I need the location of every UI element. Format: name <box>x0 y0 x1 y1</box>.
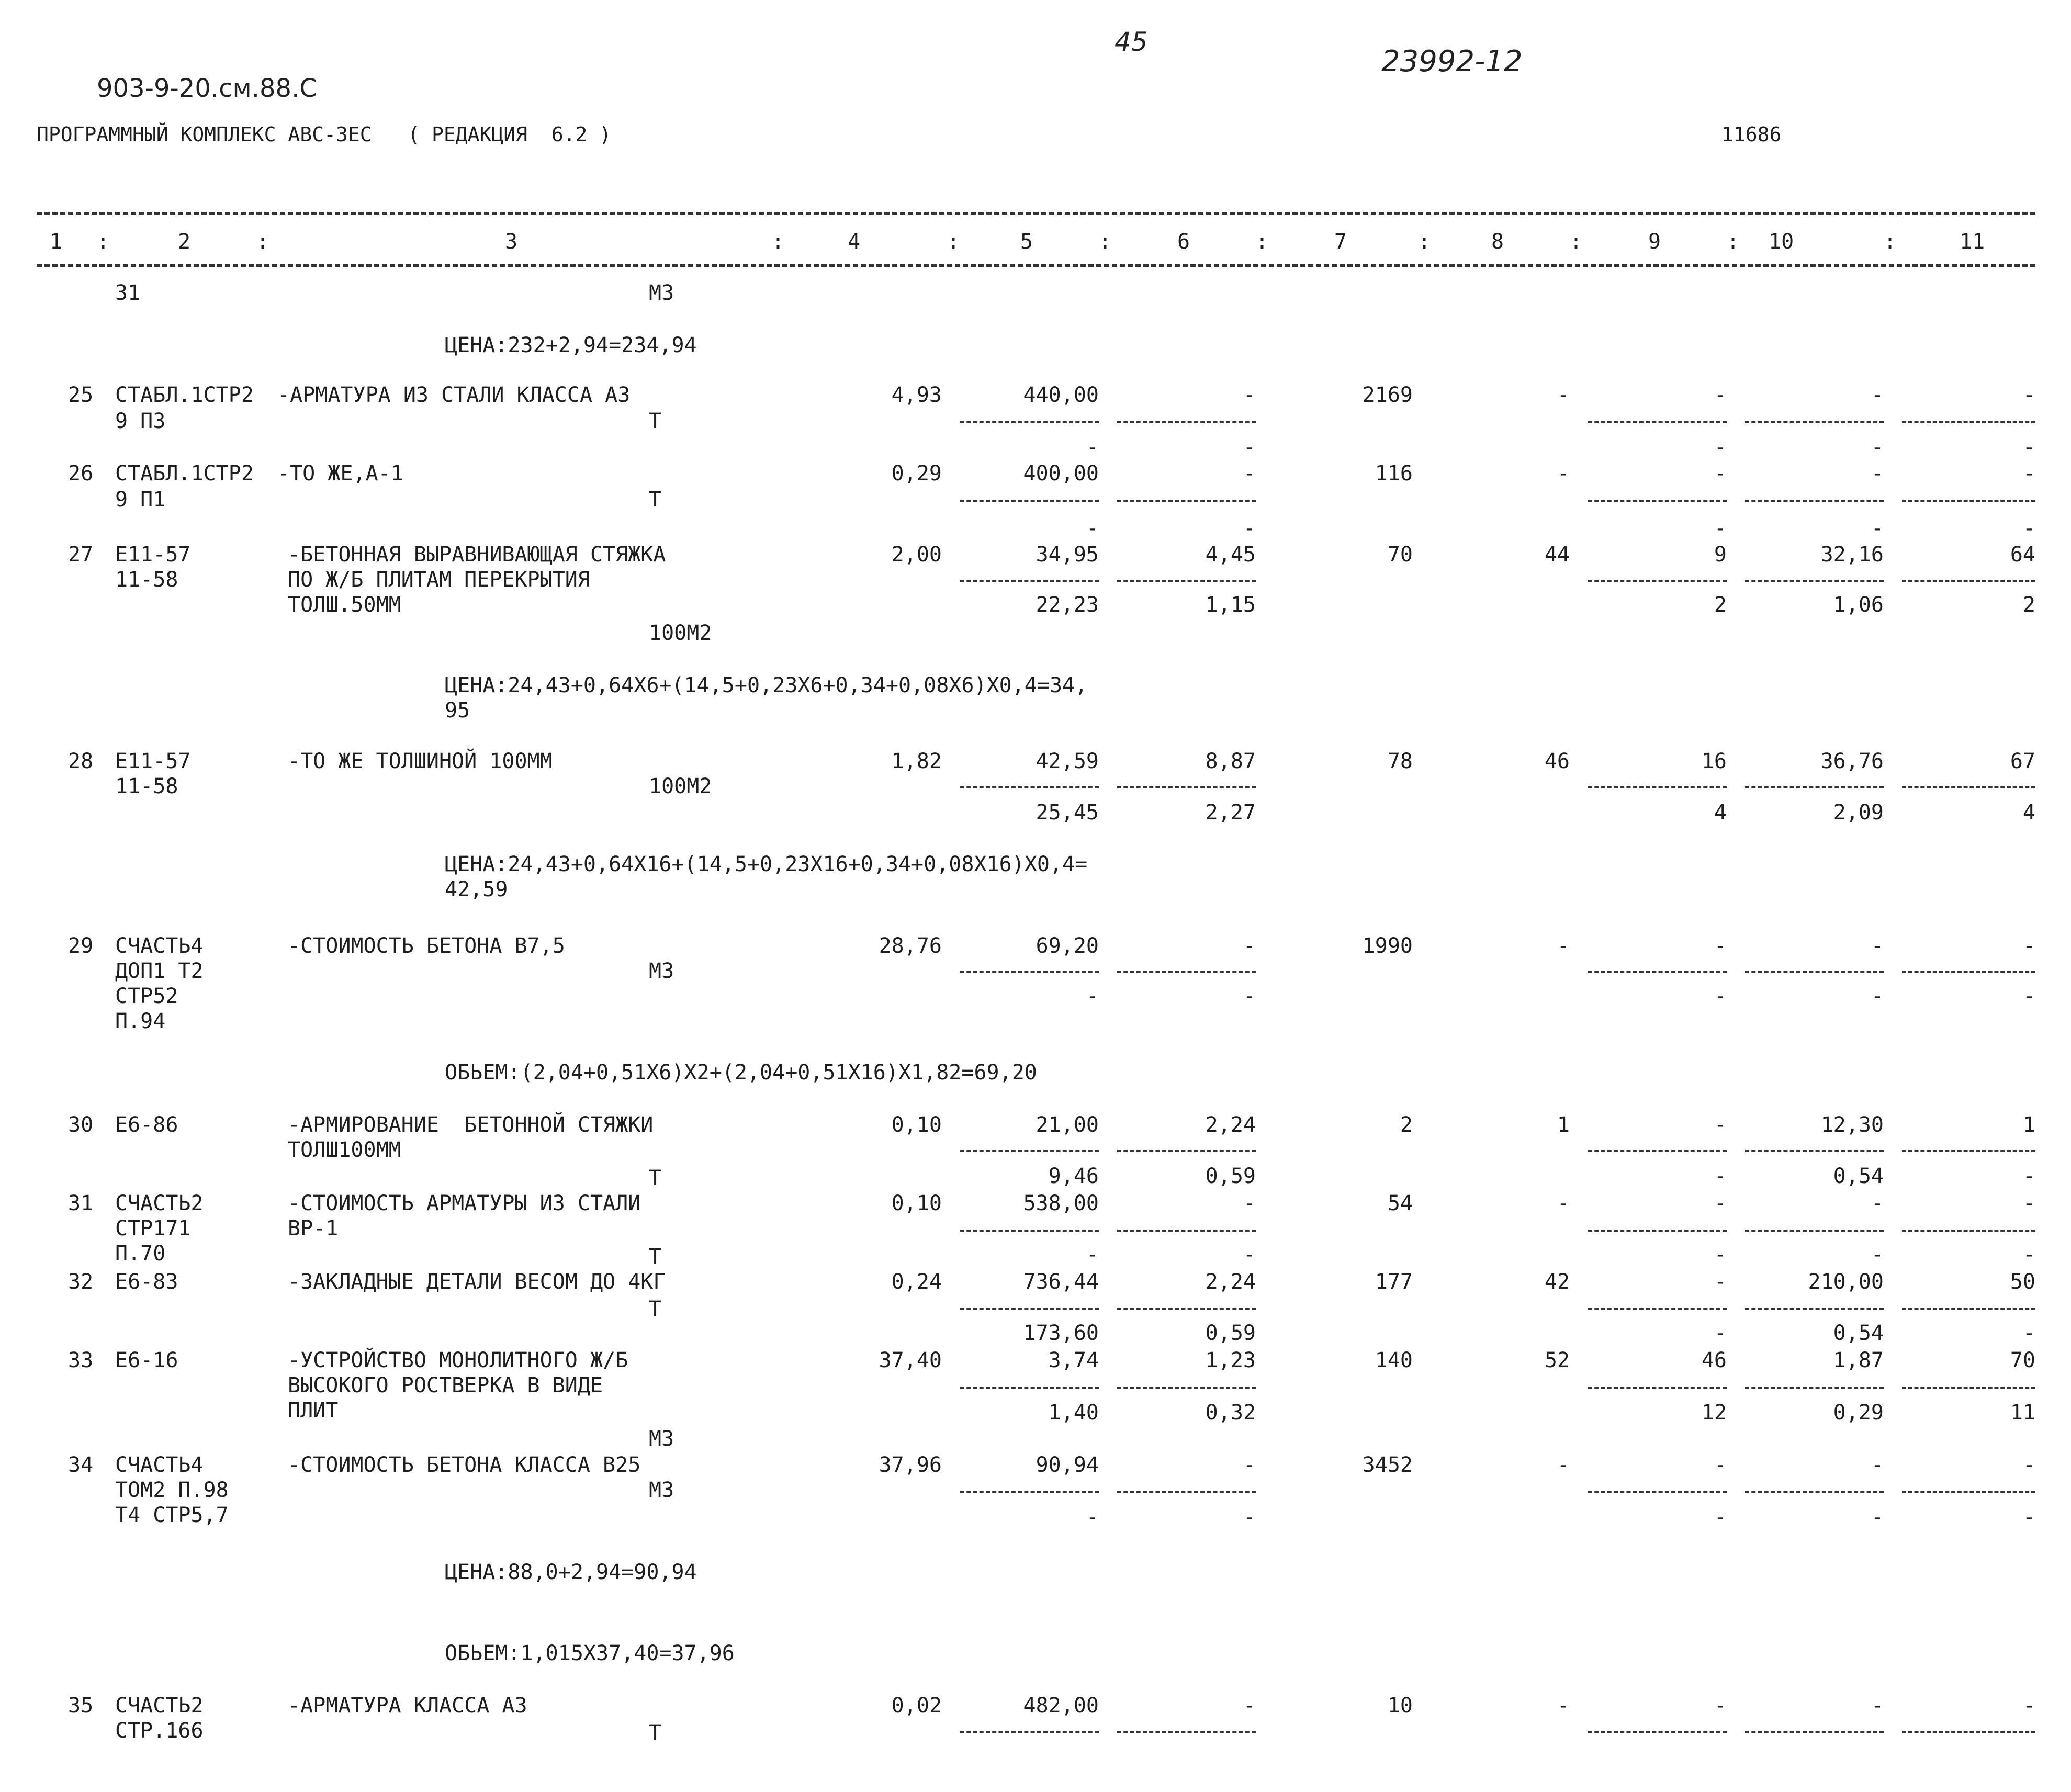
row-name: -ТО ЖЕ ТОЛШИНОЙ 100ММ <box>288 749 553 773</box>
page-number: 45 <box>1115 27 1148 57</box>
col-6: 6 <box>1177 230 1190 254</box>
row-name: -АРМИРОВАНИЕ БЕТОННОЙ СТЯЖКИ <box>288 1113 654 1137</box>
col-11: 11 <box>1960 230 1985 254</box>
row-code: Е11-57 <box>115 749 191 773</box>
row-unit: Т <box>649 1166 662 1190</box>
row-unit: Т <box>649 409 662 433</box>
row-name: ТОЛШ100ММ <box>288 1138 401 1162</box>
row-col7: 2169 <box>1362 383 1413 407</box>
row-code: СЧАСТЬ2 <box>115 1694 204 1718</box>
row-unit: М3 <box>649 959 674 983</box>
row-col10: - <box>1871 383 1884 407</box>
row-code: 9 П3 <box>115 409 166 433</box>
note-price: ЦЕНА:232+2,94=234,94 <box>445 333 697 357</box>
row-col9: - <box>1714 383 1727 407</box>
row-code: СЧАСТЬ2 <box>115 1191 204 1215</box>
continuation-code: 31 <box>115 281 141 305</box>
row-unit: 100М2 <box>649 774 712 798</box>
row-col8: - <box>1557 383 1570 407</box>
header-top-rule <box>37 212 2035 215</box>
handwritten-code: 23992-12 <box>1381 44 1523 78</box>
row-name: -УСТРОЙСТВО МОНОЛИТНОГО Ж/Б <box>288 1348 628 1372</box>
row-number: 34 <box>68 1453 94 1477</box>
row-name: -ТО ЖЕ,А-1 <box>277 461 403 486</box>
col-3: 3 <box>505 230 518 254</box>
row-code: 11-58 <box>115 774 178 798</box>
note-volume: ОБЬЕМ:1,015Х37,40=37,96 <box>445 1641 735 1665</box>
row-code: СЧАСТЬ4 <box>115 934 204 958</box>
row-qty: 4,93 <box>891 383 942 407</box>
row-number: 28 <box>68 749 94 773</box>
row-number: 26 <box>68 461 94 486</box>
col-7: 7 <box>1334 230 1347 254</box>
row-name: -СТОИМОСТЬ АРМАТУРЫ ИЗ СТАЛИ <box>288 1191 641 1215</box>
header-bottom-rule <box>37 264 2035 267</box>
col-1: 1 <box>50 230 63 254</box>
col-2: 2 <box>178 230 191 254</box>
row-number: 32 <box>68 1270 94 1294</box>
row-price: 440,00 <box>1023 383 1099 407</box>
row-name: -АРМАТУРА ИЗ СТАЛИ КЛАССА А3 <box>277 383 631 407</box>
row-code: Е6-86 <box>115 1113 178 1137</box>
note-price: ЦЕНА:24,43+0,64Х6+(14,5+0,23Х6+0,34+0,08Х6)Х0,4=34, <box>445 673 1088 697</box>
row-unit: Т <box>649 1245 662 1269</box>
row-unit: М3 <box>649 1427 674 1451</box>
row-name: ВЫСОКОГО РОСТВЕРКА В ВИДЕ <box>288 1373 603 1397</box>
row-col11: - <box>2022 383 2035 407</box>
row-name: -АРМАТУРА КЛАССА А3 <box>288 1694 527 1718</box>
row-unit: М3 <box>649 1478 674 1502</box>
row-code: СТАБЛ.1СТР2 <box>115 461 254 486</box>
col-4: 4 <box>848 230 861 254</box>
col-5: 5 <box>1020 230 1033 254</box>
row-name: ПЛИТ <box>288 1399 339 1423</box>
row-name: -БЕТОННАЯ ВЫРАВНИВАЮЩАЯ СТЯЖКА <box>288 543 666 567</box>
note-price-cont: 42,59 <box>445 877 508 901</box>
row-code: Е6-83 <box>115 1270 178 1294</box>
note-price: ЦЕНА:24,43+0,64Х16+(14,5+0,23Х16+0,34+0,08Х16)Х0,4= <box>445 852 1088 876</box>
row-name: ПО Ж/Б ПЛИТАМ ПЕРЕКРЫТИЯ <box>288 568 590 592</box>
row-number: 35 <box>68 1694 94 1718</box>
row-name: -СТОИМОСТЬ БЕТОНА В7,5 <box>288 934 565 958</box>
row-code: 11-58 <box>115 568 178 592</box>
row-code: П.94 <box>115 1009 166 1033</box>
row-unit: Т <box>649 1721 662 1745</box>
row-code: Е11-57 <box>115 543 191 567</box>
row-number: 31 <box>68 1191 94 1215</box>
col-9: 9 <box>1648 230 1661 254</box>
row-number: 25 <box>68 383 94 407</box>
estimate-page: 45 23992-12 903-9-20.см.88.С ПРОГРАММНЫЙ КОМПЛЕКС АВС-3ЕС ( РЕДАКЦИЯ 6.2 ) 11686 1 2 3 4 5 6 7 8 9 10 11 : : : : : : : : : : 31 М3 ЦЕНА:232+2,94=234,94 25 СТАБЛ.1СТР2 9 П3 -АРМАТУРА ИЗ СТАЛИ КЛАССА А3 Т 4,93 440,00 - 2169 - - - - - - - - - 26 СТАБЛ.1СТР2 9 П1 -ТО ЖЕ,А-1 Т 0,29 400,00 - 116 - - - - - - - - - 27 Е11-57 11-58 -БЕТОННАЯ ВЫРАВНИВАЮЩАЯ СТЯЖКА ПО Ж/Б ПЛИТАМ ПЕРЕКРЫТИЯ ТОЛШ.50ММ 100М2 2,00 34,95 4,45 70 44 9 32,16 64 22,23 1,15 2 1,06 2 ЦЕНА:24,43+0,64Х6+(14,5+0,23Х6+0,34+0,08Х6)Х0,4=34, 95 28 Е11-57 11-58 -ТО ЖЕ ТОЛШИНОЙ 100ММ 100М2 1,82 42,59 8,87 78 46 16 36,76 67 25,45 2,27 4 2,09 4 ЦЕНА:24,43+0,64Х16+(14,5+0,23Х16+0,34+0,08Х16)Х0,4= 42,59 29 СЧАСТЬ4 ДОП1 Т2 СТР52 П.94 -СТОИМОСТЬ БЕТОНА В7,5 М3 28,76 69,20 - 1990 - - - - - - - - - ОБЬЕМ:(2,04+0,51Х6)Х2+(2,04+0,51Х16)Х1,82=69,20 30 Е6-86 -АРМИРОВАНИЕ БЕТОННОЙ СТЯЖКИ ТОЛШ100ММ Т 0,10 21,00 2,24 2 1 - 12,30 1 9,46 0,59 - 0,54 - 31 СЧАСТЬ2 СТР171 П.70 -СТОИМОСТЬ АРМАТУРЫ ИЗ СТАЛИ ВР-1 Т 0,10 538,00 - 54 - - - - - - - - - 32 Е6-83 -ЗАКЛАДНЫЕ ДЕТАЛИ ВЕСОМ ДО 4КГ Т 0,24 736,44 2,24 177 42 - 210,00 50 173,60 0,59 - 0,54 - 33 Е6-16 -УСТРОЙСТВО МОНОЛИТНОГО Ж/Б ВЫСОКОГО РОСТВЕРКА В ВИДЕ ПЛИТ М3 37,40 3,74 1,23 140 52 46 1,87 70 1,40 0,32 12 0,29 11 34 СЧАСТЬ4 ТОМ2 П.98 Т4 СТР5,7 -СТОИМОСТЬ БЕТОНА КЛАССА В25 М3 37,96 90,94 - 3452 - - - - - - - - - ЦЕНА:88,0+2,94=90,94 ОБЬЕМ:1,015Х37,40=37,96 35 СЧАСТЬ2 СТР.166 -АРМАТУРА КЛАССА А3 Т 0,02 482,00 - 10 - - - - <box>37 27 2035 1745</box>
program-code: 11686 <box>1721 123 1782 146</box>
col-8: 8 <box>1491 230 1504 254</box>
row-code: П.70 <box>115 1242 166 1266</box>
row-code: ДОП1 Т2 <box>115 959 204 983</box>
note-price: ЦЕНА:88,0+2,94=90,94 <box>445 1560 697 1584</box>
row-code: СТР171 <box>115 1216 191 1241</box>
row-unit: Т <box>649 488 662 512</box>
row-number: 30 <box>68 1113 94 1137</box>
row-name: ВР-1 <box>288 1216 339 1241</box>
row-code: СТР52 <box>115 984 178 1008</box>
note-volume: ОБЬЕМ:(2,04+0,51Х6)Х2+(2,04+0,51Х16)Х1,82=69,20 <box>445 1061 1037 1085</box>
continuation-unit: М3 <box>649 281 674 305</box>
row-unit: 100М2 <box>649 621 712 645</box>
row-price2: - <box>1243 383 1256 407</box>
row-name: -ЗАКЛАДНЫЕ ДЕТАЛИ ВЕСОМ ДО 4КГ <box>288 1270 666 1294</box>
row-name: -СТОИМОСТЬ БЕТОНА КЛАССА В25 <box>288 1453 641 1477</box>
row-number: 27 <box>68 543 94 567</box>
program-title: ПРОГРАММНЫЙ КОМПЛЕКС АВС-3ЕС ( РЕДАКЦИЯ 6.2 ) <box>37 123 612 146</box>
row-unit: Т <box>649 1297 662 1321</box>
row-code: 9 П1 <box>115 488 166 512</box>
document-code: 903-9-20.см.88.С <box>97 74 317 103</box>
row-number: 33 <box>68 1348 94 1372</box>
row-name: ТОЛШ.50ММ <box>288 593 401 617</box>
row-code: СТР.166 <box>115 1719 204 1743</box>
row-code: СТАБЛ.1СТР2 <box>115 383 254 407</box>
row-code: ТОМ2 П.98 <box>115 1478 229 1502</box>
row-code: Т4 СТР5,7 <box>115 1503 229 1527</box>
col-10: 10 <box>1769 230 1794 254</box>
note-price-cont: 95 <box>445 698 470 723</box>
row-code: Е6-16 <box>115 1348 178 1372</box>
row-number: 29 <box>68 934 94 958</box>
row-code: СЧАСТЬ4 <box>115 1453 204 1477</box>
